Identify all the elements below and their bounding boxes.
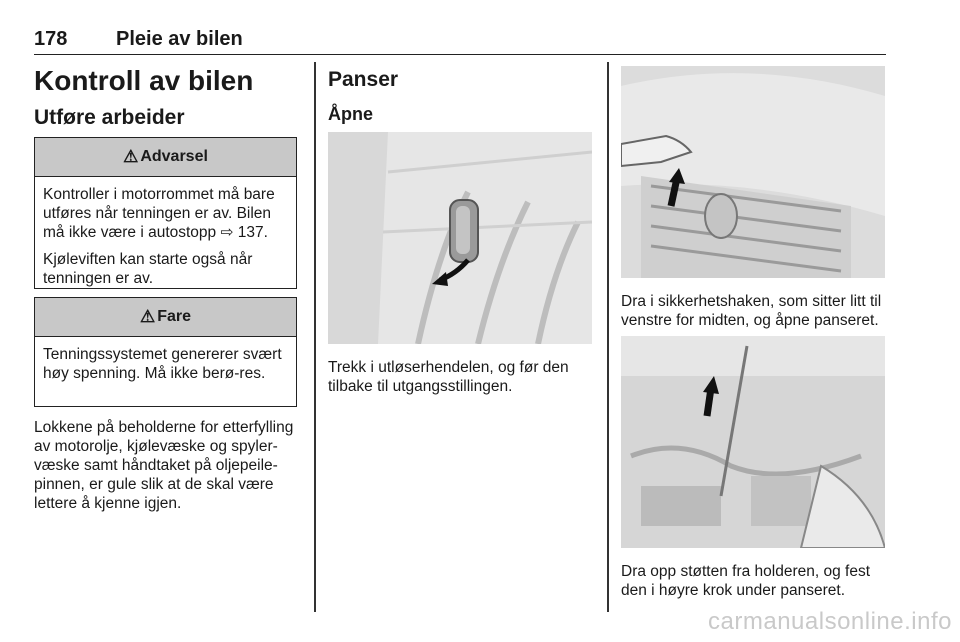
left-column xyxy=(34,64,297,132)
warning-text-1: Kontroller i motorrommet må bare utføres når tenningen er av. Bilen må ikke være i autostopp xyxy=(43,186,275,241)
warning-box xyxy=(34,137,297,289)
hood-open-subtitle: Åpne xyxy=(328,104,373,124)
danger-box xyxy=(34,297,297,407)
page-header xyxy=(34,28,886,55)
prop-rod-caption: Dra opp støtten fra holderen, og fest den i høyre krok under panseret. xyxy=(621,563,870,599)
column-divider-2 xyxy=(607,62,609,612)
hood-release-lever-illustration xyxy=(328,132,592,344)
section-subtitle: Utføre arbeider xyxy=(34,106,185,129)
warning-box-body xyxy=(35,177,296,296)
section-title: Pleie av bilen xyxy=(116,28,243,50)
warning-heading: Advarsel xyxy=(140,148,208,165)
warning-paragraph-2: Kjøleviften kan starte også når tenningen er av. xyxy=(43,251,253,287)
danger-box-header xyxy=(35,298,296,337)
safety-catch-caption: Dra i sikkerhetshaken, som sitter litt til venstre for midten, og åpne panseret. xyxy=(621,293,882,329)
danger-heading: Fare xyxy=(157,308,192,325)
danger-box-body xyxy=(35,337,296,391)
column-divider-1 xyxy=(314,62,316,612)
hood-title: Panser xyxy=(328,68,399,91)
page-reference-arrow-icon[interactable]: ⇨ xyxy=(220,224,234,241)
middle-column xyxy=(328,66,593,126)
warning-triangle-icon: ⚠ xyxy=(123,147,139,166)
warning-box-header xyxy=(35,138,296,177)
warning-paragraph-1 xyxy=(43,185,288,242)
warning-triangle-icon: ⚠ xyxy=(139,307,156,326)
hood-prop-rod-illustration xyxy=(621,336,885,548)
danger-paragraph: Tenningssystemet genererer svært høy spenning. Må ikke berø-res. xyxy=(43,346,282,382)
chapter-title: Kontroll av bilen xyxy=(34,65,254,96)
watermark: carmanualsonline.info xyxy=(708,608,952,635)
left-body-text: Lokkene på beholderne for etterfylling av motorolje, kjølevæske og spyler-væske samt håndtaket på oljepeile-pinnen, er gule slik at de skal være lettere å kjenne igjen. xyxy=(34,419,294,512)
page-number: 178 xyxy=(34,28,68,50)
hood-open-caption: Trekk i utløserhendelen, og før den tilbake til utgangsstillingen. xyxy=(328,359,569,395)
safety-catch-illustration xyxy=(621,66,885,278)
page-reference-number[interactable]: 137. xyxy=(237,224,268,241)
